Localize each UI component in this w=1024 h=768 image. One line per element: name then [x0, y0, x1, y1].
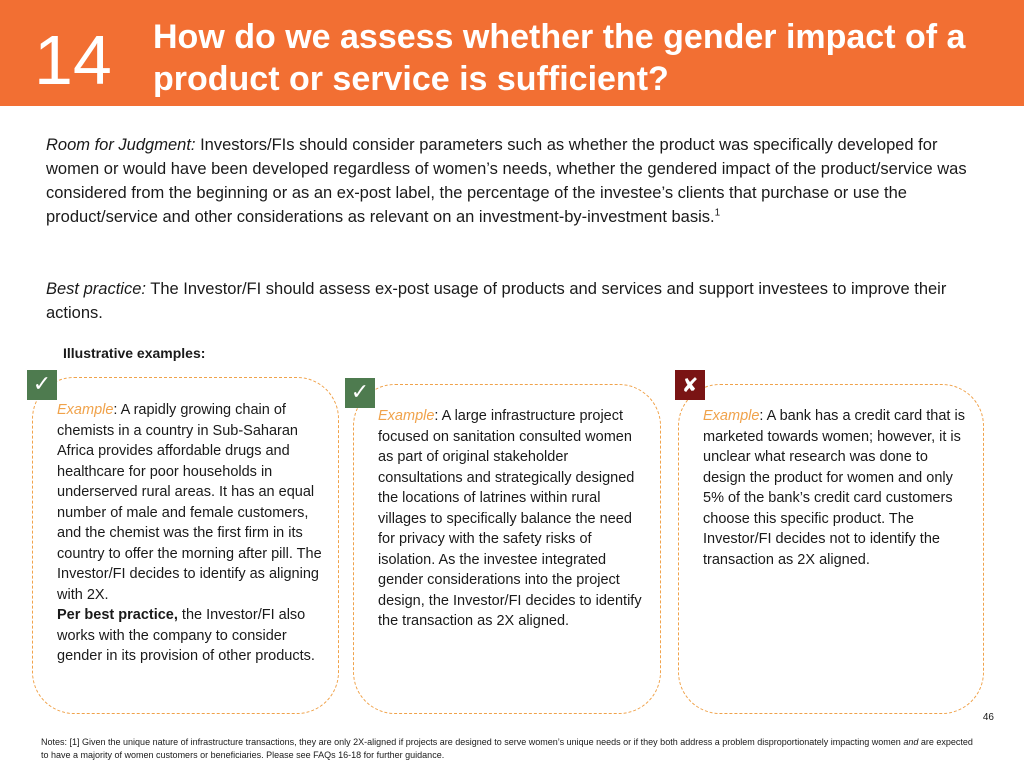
- best-practice-text: The Investor/FI should assess ex-post usage of products and services and support investees to improve their actions.: [46, 280, 947, 322]
- room-for-judgment-label: Room for Judgment:: [46, 136, 196, 154]
- page-number: 46: [982, 712, 994, 723]
- example-label: Example: [703, 408, 760, 424]
- header-banner: [0, 0, 1024, 106]
- illustrative-examples-heading: Illustrative examples:: [63, 345, 206, 361]
- example-body: : A large infrastructure project focused on sanitation consulted women as part of original stakeholder consultations and strategically designed the locations of latrines within rural villages to specifically balance the need for privacy with the safety risks of isolation. As the investee integrated gender considerations into the project design, the Investor/FI decides to identify the transaction as 2X aligned.: [378, 408, 642, 629]
- example-label: Example: [57, 402, 114, 418]
- footnote-ref: 1: [714, 207, 721, 219]
- example-card-text: [378, 406, 643, 632]
- example-card-text: [57, 400, 327, 667]
- example-card-infrastructure: [353, 384, 661, 714]
- example-card-bank: [678, 384, 984, 714]
- slide-number: 14: [34, 21, 112, 99]
- checkmark-icon: ✓: [345, 378, 375, 408]
- example-body: : A rapidly growing chain of chemists in a country in Sub-Saharan Africa provides affordable drugs and healthcare for poor households in underserved rural areas. It has an equal number of male and female customers, and the chemist was the first firm in its country to offer the morning after pill. The Investor/FI decides to identify as aligning with 2X.: [57, 402, 322, 603]
- cross-icon: ✘: [675, 370, 705, 400]
- best-practice-label: Best practice:: [46, 280, 146, 298]
- example-label: Example: [378, 408, 435, 424]
- notes-emphasis: and: [903, 737, 919, 747]
- checkmark-icon: ✓: [27, 370, 57, 400]
- footnotes: [41, 736, 981, 762]
- per-best-practice-text: the Investor/FI also works with the company to consider gender in its provision of other products.: [57, 607, 315, 664]
- example-card-text: [703, 406, 968, 570]
- per-best-practice-label: Per best practice,: [57, 607, 178, 623]
- example-card-chemists: [32, 377, 339, 714]
- example-body: : A bank has a credit card that is marketed towards women; however, it is unclear what research was done to design the product for women and only 5% of the bank’s credit card customers choose this specific product. The Investor/FI decides not to identify the transaction as 2X aligned.: [703, 408, 965, 568]
- notes-text-1: Notes: [1] Given the unique nature of infrastructure transactions, they are only 2X-aligned if projects are designed to serve women’s unique needs or if they both address a problem disproportionately impacting women: [41, 737, 904, 747]
- best-practice-paragraph: [46, 277, 981, 325]
- room-for-judgment-paragraph: [46, 133, 981, 229]
- page-title: How do we assess whether the gender impact of a product or service is sufficient?: [153, 18, 966, 98]
- room-for-judgment-text: Investors/FIs should consider parameters such as whether the product was specifically developed for women or would have been developed regardless of women’s needs, whether the gendered impact of the product/service was considered from the beginning or as an ex-post label, the percentage of the investee’s clients that purchase or use the product/service and other considerations as relevant on an investment-by-investment basis.: [46, 136, 967, 226]
- notes-text-2: are expected to have a majority of women customers or beneficiaries. Please see FAQs 16-18 for further guidance.: [41, 737, 973, 760]
